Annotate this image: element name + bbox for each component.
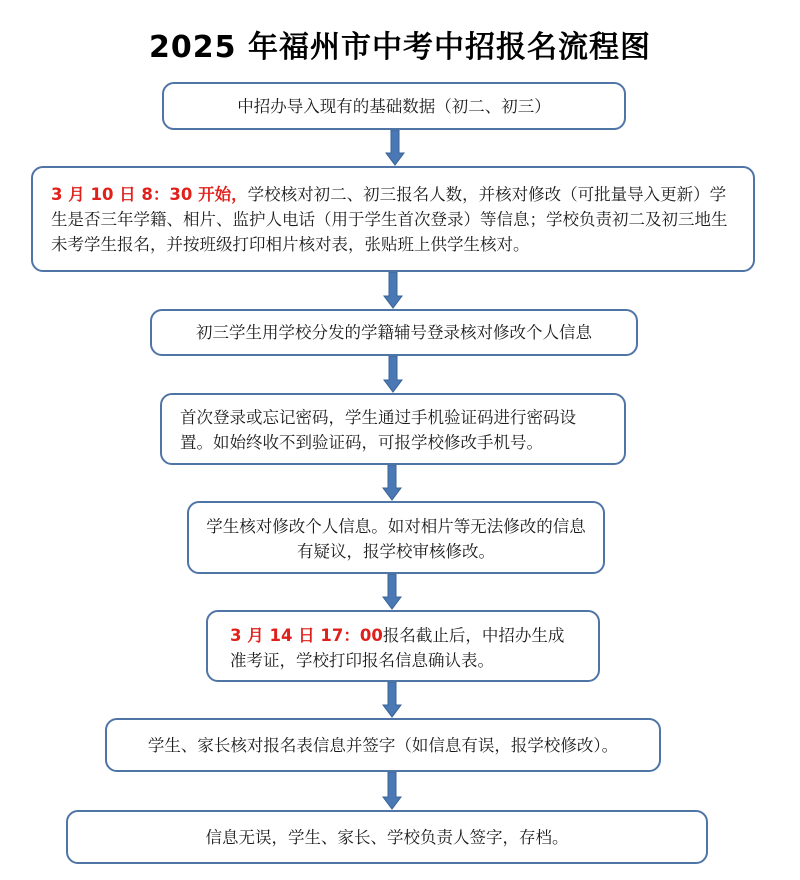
down-arrow-7 xyxy=(382,772,402,810)
page-title: 2025 年福州市中考中招报名流程图 xyxy=(149,30,651,65)
flow-step-4-text: 首次登录或忘记密码，学生通过手机验证码进行密码设置。如始终收不到验证码，可报学校修改手机号。 xyxy=(180,408,576,452)
flow-step-2 xyxy=(31,166,755,272)
flow-step-1-text: 中招办导入现有的基础数据（初二、初三） xyxy=(237,96,551,116)
flow-step-5 xyxy=(187,501,605,574)
flow-step-4 xyxy=(160,393,626,465)
flow-step-2-text: 学校核对初二、初三报名人数，并核对修改（可批量导入更新）学生是否三年学籍、相片、监护人电话（用于学生首次登录）等信息；学校负责初二及初三地生未考学生报名，并按班级打印相片核对表，张贴班上供学生核对。 xyxy=(51,185,728,254)
flow-step-8-text: 信息无误，学生、家长、学校负责人签字，存档。 xyxy=(205,827,569,847)
flow-step-5-text: 学生核对修改个人信息。如对相片等无法修改的信息有疑议，报学校审核修改。 xyxy=(206,517,586,561)
flow-step-2-highlight: 3 月 10 日 8：30 开始， xyxy=(51,185,248,204)
flow-step-8 xyxy=(66,810,708,864)
flow-step-3-text: 初三学生用学校分发的学籍辅号登录核对修改个人信息 xyxy=(196,323,592,342)
down-arrow-1 xyxy=(385,130,405,166)
flow-step-7-text: 学生、家长核对报名表信息并签字（如信息有误，报学校修改）。 xyxy=(147,735,619,755)
flow-step-3 xyxy=(150,309,638,356)
down-arrow-5 xyxy=(382,574,402,610)
flow-step-6 xyxy=(206,610,600,682)
down-arrow-4 xyxy=(382,465,402,501)
flow-step-7 xyxy=(105,718,661,772)
down-arrow-3 xyxy=(383,356,403,393)
down-arrow-6 xyxy=(382,682,402,718)
flow-step-1 xyxy=(162,82,626,130)
down-arrow-2 xyxy=(383,272,403,309)
flow-step-6-highlight: 3 月 14 日 17：00 xyxy=(230,626,383,645)
flow-step-6-text: 报名截止后，中招办生成准考证，学校打印报名信息确认表。 xyxy=(230,626,565,670)
